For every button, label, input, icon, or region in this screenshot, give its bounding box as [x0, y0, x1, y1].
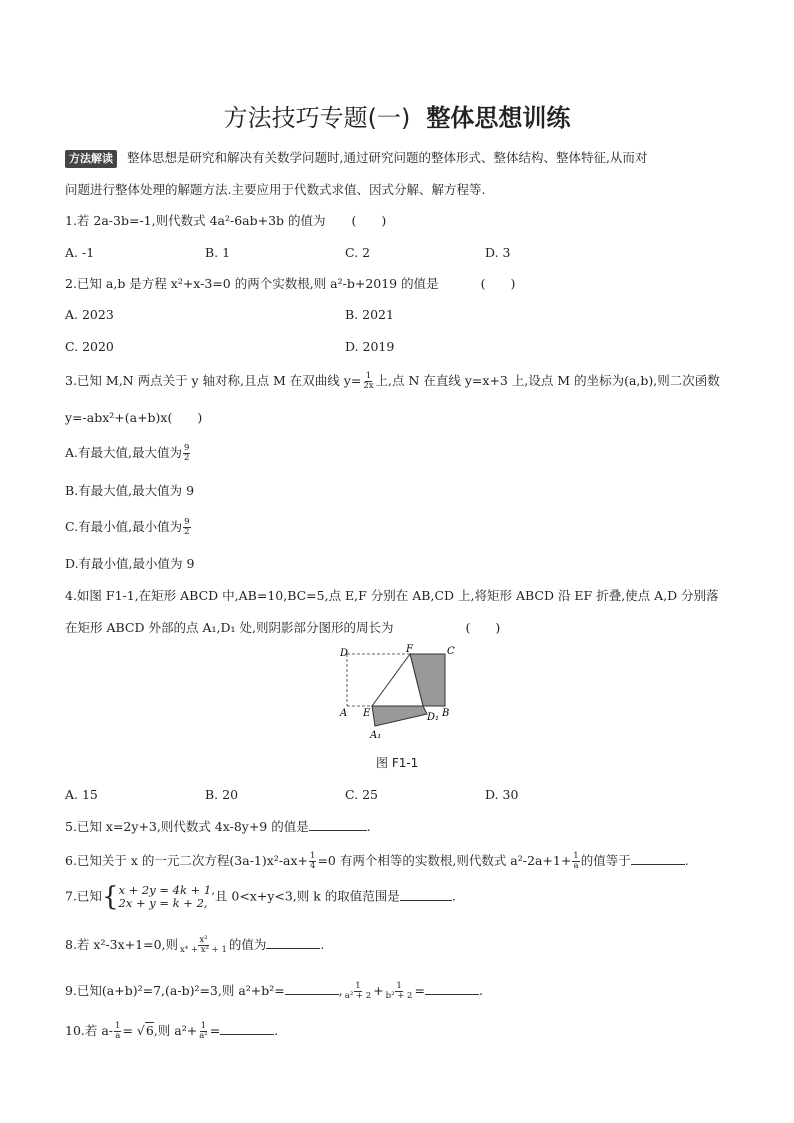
- q6-frac1-den: 4: [310, 861, 316, 871]
- q3-opt-c-text: C.有最小值,最小值为: [65, 519, 183, 534]
- q3-fraction: [362, 372, 374, 391]
- question-1: [65, 213, 386, 229]
- q4-option-c: C. 25: [345, 787, 378, 802]
- q3-option-a: [65, 444, 191, 463]
- label-a: A: [340, 708, 348, 719]
- q3-opt-a-num: 9: [183, 443, 190, 453]
- q5-answer-blank[interactable]: [309, 820, 367, 831]
- question-7: [65, 884, 456, 910]
- q8-end: .: [320, 937, 325, 952]
- q3-opt-c-den: 2: [184, 527, 190, 537]
- q8-frac-den: x⁴ + x² + 1: [180, 945, 227, 955]
- question-5: [65, 819, 371, 835]
- q3-opt-a-fraction: [183, 444, 190, 463]
- q6-frac1-num: 1: [310, 851, 316, 861]
- q1-stem: 1.若 2a-3b=-1,则代数式 4a²-6ab+3b 的值为: [65, 213, 326, 228]
- q3-opt-a-den: 2: [183, 453, 190, 463]
- label-d1: D₁: [427, 712, 440, 723]
- q4-option-b: B. 20: [205, 787, 239, 802]
- q1-option-d: D. 3: [485, 245, 511, 260]
- q7-equation-2: 2x + y = k + 2,: [118, 896, 208, 910]
- q8-answer-blank[interactable]: [266, 938, 320, 949]
- q10-fraction-2: [198, 1022, 208, 1041]
- q8-stem-b: 的值为: [228, 937, 267, 952]
- figure-f1-1: [330, 642, 470, 742]
- question-4-line-2: [65, 620, 500, 636]
- question-6: [65, 852, 689, 871]
- q10-mid: =: [122, 1023, 137, 1038]
- q3-option-d: D.有最小值,最小值为 9: [65, 556, 195, 571]
- question-9: [65, 982, 483, 1001]
- q2-option-d: D. 2019: [345, 339, 395, 354]
- q9-fraction-1: [344, 982, 372, 1001]
- q3-opt-c-num: 9: [184, 517, 190, 527]
- q7-system: [118, 884, 214, 910]
- q3-stem-b: 上,点 N 在直线 y=x+3 上,设点 M 的坐标为(a,b),则二次函数: [375, 373, 720, 388]
- q7-equation-1: x + 2y = 4k + 1,: [118, 883, 215, 897]
- q7-end: .: [451, 888, 456, 904]
- method-badge: 方法解读: [65, 150, 117, 168]
- q3-frac-num: 1: [365, 371, 372, 381]
- question-3: [65, 372, 720, 391]
- q8-fraction: [179, 936, 228, 955]
- q4-answer-paren: ( ): [465, 620, 501, 635]
- q9-answer-blank-2[interactable]: [425, 984, 479, 995]
- q9-end: .: [478, 983, 483, 998]
- q10-stem-b: ,则 a²+: [153, 1023, 198, 1038]
- q6-stem-b: =0 有两个相等的实数根,则代数式 a²-2a+1+: [317, 853, 572, 868]
- figure-caption: 图 F1-1: [376, 756, 419, 770]
- label-f: F: [406, 644, 413, 655]
- q6-fraction-1: [309, 852, 316, 871]
- q10-fraction-1: [114, 1022, 121, 1041]
- q10-answer-blank[interactable]: [220, 1024, 274, 1035]
- title-sub: 整体思想训练: [426, 104, 571, 132]
- q9-f2-num: 1: [396, 981, 402, 991]
- q6-frac2-den: a: [573, 861, 579, 871]
- q2-option-a: A. 2023: [65, 307, 114, 322]
- question-2: [65, 276, 515, 292]
- label-c: C: [447, 646, 455, 657]
- q10-stem-a: 10.若 a-: [65, 1023, 114, 1038]
- q9-f2-den: b² + 2: [385, 991, 413, 1001]
- q5-stem: 5.已知 x=2y+3,则代数式 4x-8y+9 的值是: [65, 819, 309, 834]
- label-b: B: [442, 708, 450, 719]
- intro-line-2: 问题进行整体处理的解题方法.主要应用于代数式求值、因式分解、解方程等.: [65, 182, 486, 197]
- q9-comma: ,: [338, 983, 343, 998]
- q4-stem-2: 在矩形 ABCD 外部的点 A₁,D₁ 处,则阴影部分图形的周长为: [65, 620, 394, 635]
- q8-stem-a: 8.若 x²-3x+1=0,则: [65, 937, 179, 952]
- q2-option-c: C. 2020: [65, 339, 114, 354]
- q9-f1-den: a² + 2: [344, 991, 372, 1001]
- q7-prefix: 7.已知: [65, 888, 102, 904]
- q10-f1-den: a: [115, 1031, 121, 1041]
- intro-text-1: 整体思想是研究和解决有关数学问题时,通过研究问题的整体形式、整体结构、整体特征,从而对: [126, 150, 648, 165]
- q3-opt-c-fraction: [183, 518, 190, 537]
- q10-eq: =: [209, 1023, 221, 1038]
- q9-stem-a: 9.已知(a+b)²=7,(a-b)²=3,则 a²+b²=: [65, 983, 285, 998]
- q4-option-d: D. 30: [485, 787, 519, 802]
- q9-f1-num: 1: [355, 981, 361, 991]
- q2-stem: 2.已知 a,b 是方程 x²+x-3=0 的两个实数根,则 a²-b+2019 的值是: [65, 276, 439, 291]
- q10-sqrt: √6: [136, 1023, 154, 1038]
- q4-option-a: A. 15: [65, 787, 98, 802]
- q8-frac-num: x²: [199, 935, 208, 945]
- q10-end: .: [274, 1023, 279, 1038]
- q5-end: .: [366, 819, 371, 834]
- q1-option-b: B. 1: [205, 245, 231, 260]
- title-main: 方法技巧专题(一): [223, 104, 411, 132]
- q3-option-b: B.有最大值,最大值为 9: [65, 483, 195, 498]
- intro-line-1: [65, 150, 647, 168]
- label-d: D: [340, 648, 349, 659]
- label-e: E: [363, 708, 371, 719]
- q9-plus: +: [373, 983, 384, 998]
- q9-eq: =: [414, 983, 425, 998]
- q6-frac2-num: 1: [573, 851, 579, 861]
- q1-answer-paren: ( ): [351, 213, 387, 228]
- q6-stem-c: 的值等于: [580, 853, 631, 868]
- q7-brace: {: [101, 882, 119, 912]
- q7-suffix: 且 0<x+y<3,则 k 的取值范围是: [214, 888, 400, 904]
- q2-option-b: B. 2021: [345, 307, 394, 322]
- q3-stem-a: 3.已知 M,N 两点关于 y 轴对称,且点 M 在双曲线 y=: [65, 373, 362, 388]
- q10-sqrt-value: 6: [145, 1023, 154, 1038]
- q3-frac-den: 2x: [363, 381, 374, 391]
- q10-f2-den: a²: [199, 1031, 208, 1041]
- shaded-region-ed1: [372, 706, 427, 726]
- question-8: [65, 936, 324, 955]
- page-title: [0, 98, 794, 133]
- label-a1: A₁: [370, 730, 382, 741]
- q3-stem-line-2: y=-abx²+(a+b)x( ): [65, 410, 203, 425]
- q6-stem-a: 6.已知关于 x 的一元二次方程(3a-1)x²-ax+: [65, 853, 309, 868]
- q9-answer-blank-1[interactable]: [285, 984, 339, 995]
- q6-end: .: [684, 853, 689, 868]
- q10-f1-num: 1: [115, 1021, 121, 1031]
- q3-option-c: [65, 518, 192, 537]
- q1-option-c: C. 2: [345, 245, 371, 260]
- q2-answer-paren: ( ): [480, 276, 516, 291]
- q1-option-a: A. -1: [65, 245, 95, 260]
- question-4-line-1: 4.如图 F1-1,在矩形 ABCD 中,AB=10,BC=5,点 E,F 分别在 AB,CD 上,将矩形 ABCD 沿 EF 折叠,使点 A,D 分别落: [65, 588, 719, 603]
- q9-fraction-2: [385, 982, 414, 1001]
- q6-fraction-2: [572, 852, 579, 871]
- q3-opt-a-text: A.有最大值,最大值为: [65, 445, 182, 460]
- q6-answer-blank[interactable]: [631, 854, 685, 865]
- question-10: [65, 1022, 278, 1041]
- q10-f2-num: 1: [200, 1021, 207, 1031]
- q7-answer-blank[interactable]: [400, 890, 452, 901]
